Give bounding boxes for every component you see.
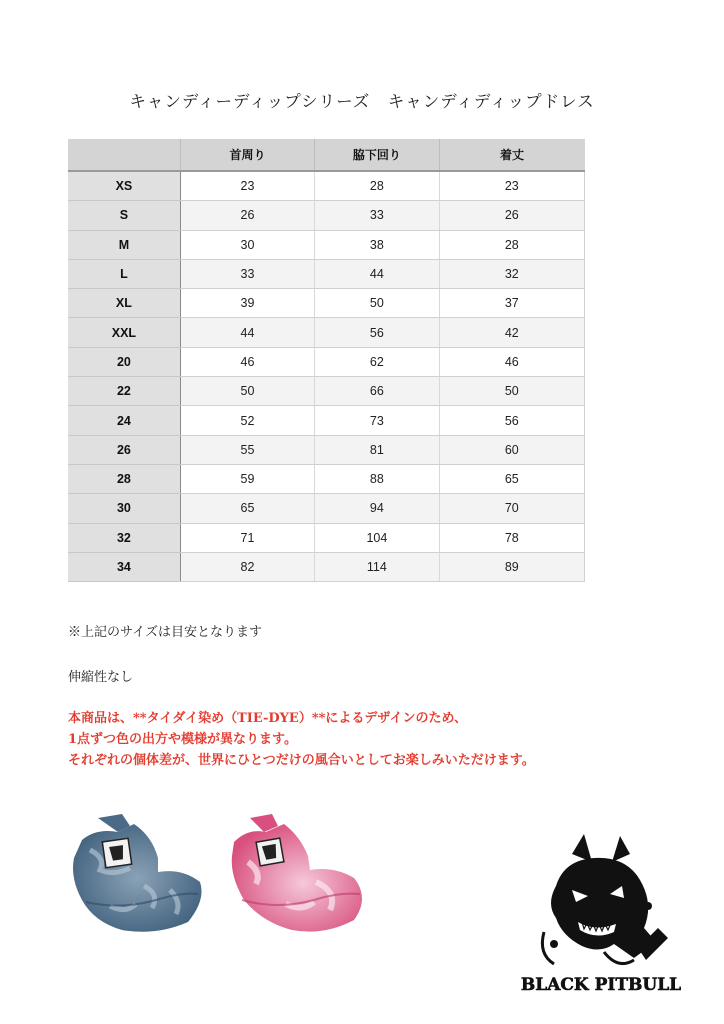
- size-label: 30: [68, 494, 180, 523]
- neck-value: 26: [180, 201, 314, 230]
- chest-value: 114: [315, 552, 439, 581]
- chest-value: 28: [315, 171, 439, 201]
- size-label: 26: [68, 435, 180, 464]
- header-chest: 脇下回り: [315, 139, 439, 171]
- length-value: 89: [439, 552, 584, 581]
- length-value: 46: [439, 347, 584, 376]
- chest-value: 50: [315, 289, 439, 318]
- table-header-row: [68, 139, 585, 171]
- neck-value: 46: [180, 347, 314, 376]
- neck-value: 55: [180, 435, 314, 464]
- size-label: S: [68, 201, 180, 230]
- size-label: L: [68, 259, 180, 288]
- header-size: [68, 139, 180, 171]
- chest-value: 88: [315, 464, 439, 493]
- neck-value: 52: [180, 406, 314, 435]
- table-row: [68, 318, 585, 347]
- size-table: [68, 139, 585, 582]
- header-length: 着丈: [439, 139, 584, 171]
- chest-value: 56: [315, 318, 439, 347]
- length-value: 42: [439, 318, 584, 347]
- table-row: [68, 464, 585, 493]
- neck-value: 82: [180, 552, 314, 581]
- length-value: 65: [439, 464, 584, 493]
- size-label: XS: [68, 171, 180, 201]
- table-row: [68, 406, 585, 435]
- size-label: 32: [68, 523, 180, 552]
- length-value: 32: [439, 259, 584, 288]
- size-label: 22: [68, 377, 180, 406]
- length-value: 56: [439, 406, 584, 435]
- length-value: 78: [439, 523, 584, 552]
- neck-value: 59: [180, 464, 314, 493]
- table-row: [68, 435, 585, 464]
- length-value: 26: [439, 201, 584, 230]
- blue-dress-image: [60, 810, 210, 940]
- tie-dye-notice-line-2: 1点ずつ色の出方や模様が異なります。: [68, 732, 298, 747]
- table-row: [68, 347, 585, 376]
- logo-text: BLACK PITBULL: [520, 975, 682, 995]
- neck-value: 39: [180, 289, 314, 318]
- table-row: [68, 552, 585, 581]
- size-label: XXL: [68, 318, 180, 347]
- size-label: 34: [68, 552, 180, 581]
- neck-value: 30: [180, 230, 314, 259]
- chest-value: 94: [315, 494, 439, 523]
- table-row: [68, 259, 585, 288]
- chest-value: 33: [315, 201, 439, 230]
- size-label: 28: [68, 464, 180, 493]
- neck-value: 50: [180, 377, 314, 406]
- length-value: 28: [439, 230, 584, 259]
- chest-value: 62: [315, 347, 439, 376]
- neck-value: 33: [180, 259, 314, 288]
- length-value: 60: [439, 435, 584, 464]
- neck-value: 23: [180, 171, 314, 201]
- size-label: 24: [68, 406, 180, 435]
- black-pitbull-logo: [520, 832, 682, 1000]
- chest-value: 38: [315, 230, 439, 259]
- chest-value: 104: [315, 523, 439, 552]
- table-body: [68, 171, 585, 582]
- size-label: M: [68, 230, 180, 259]
- chest-value: 73: [315, 406, 439, 435]
- length-value: 37: [439, 289, 584, 318]
- table-row: [68, 377, 585, 406]
- size-label: 20: [68, 347, 180, 376]
- length-value: 50: [439, 377, 584, 406]
- size-note: ※上記のサイズは目安となります: [68, 625, 262, 640]
- tie-dye-notice-line-3: それぞれの個体差が、世界にひとつだけの風合いとしてお楽しみいただけます。: [68, 753, 535, 768]
- table-row: [68, 230, 585, 259]
- table-row: [68, 289, 585, 318]
- page-title: キャンディーディップシリーズ キャンディディップドレス: [129, 92, 595, 111]
- stretch-note: 伸縮性なし: [68, 670, 134, 685]
- neck-value: 65: [180, 494, 314, 523]
- chest-value: 44: [315, 259, 439, 288]
- table-row: [68, 201, 585, 230]
- chest-value: 81: [315, 435, 439, 464]
- table-row: [68, 523, 585, 552]
- neck-value: 71: [180, 523, 314, 552]
- chest-value: 66: [315, 377, 439, 406]
- neck-value: 44: [180, 318, 314, 347]
- table-row: [68, 171, 585, 201]
- table-row: [68, 494, 585, 523]
- length-value: 23: [439, 171, 584, 201]
- tie-dye-notice-line-1: 本商品は、**タイダイ染め（TIE-DYE）**によるデザインのため、: [68, 711, 468, 726]
- length-value: 70: [439, 494, 584, 523]
- size-label: XL: [68, 289, 180, 318]
- header-neck: 首周り: [180, 139, 314, 171]
- pink-dress-image: [226, 812, 376, 942]
